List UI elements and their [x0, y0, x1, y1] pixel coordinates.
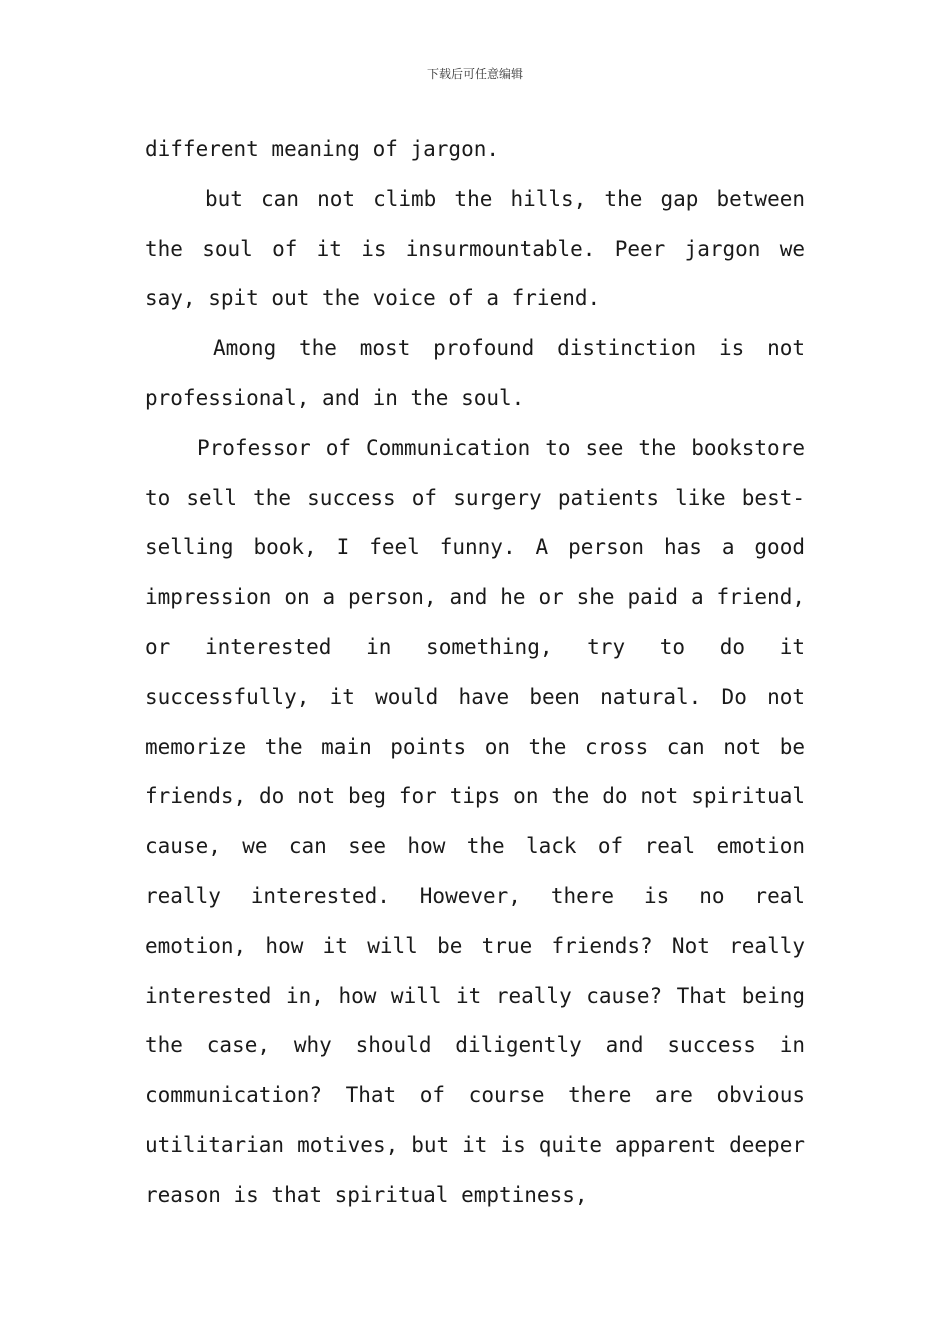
paragraph-distinction: Among the most profound distinction is not professional, and in the soul.: [145, 336, 805, 410]
paragraph-continuation: different meaning of jargon.: [145, 137, 500, 161]
page-header: 下载后可任意编辑: [426, 67, 523, 81]
paragraph-professor: Professor of Communication to see the bookstore to sell the success of surgery patients like best-selling book, I feel funny. A person has a good impression on a person, and he or she paid a friend, or interested in something, try to do it successfully, it would have been natural. Do not memorize the main points on the cross can not be friends, do not beg for tips on the do not spiritual cause, we can see how the lack of real emotion really interested. However, there is no real emotion, how it will be true friends? Not really interested in, how will it really cause? That being the case, why should diligently and success in communication? That of course there are obvious utilitarian motives, but it is quite apparent deeper reason is that spiritual emptiness,: [145, 435, 805, 1207]
body-text: [145, 125, 805, 1221]
paragraph-hills: but can not climb the hills, the gap between the soul of it is insurmountable. Peer jargon we say, spit out the voice of a friend.: [145, 186, 805, 311]
